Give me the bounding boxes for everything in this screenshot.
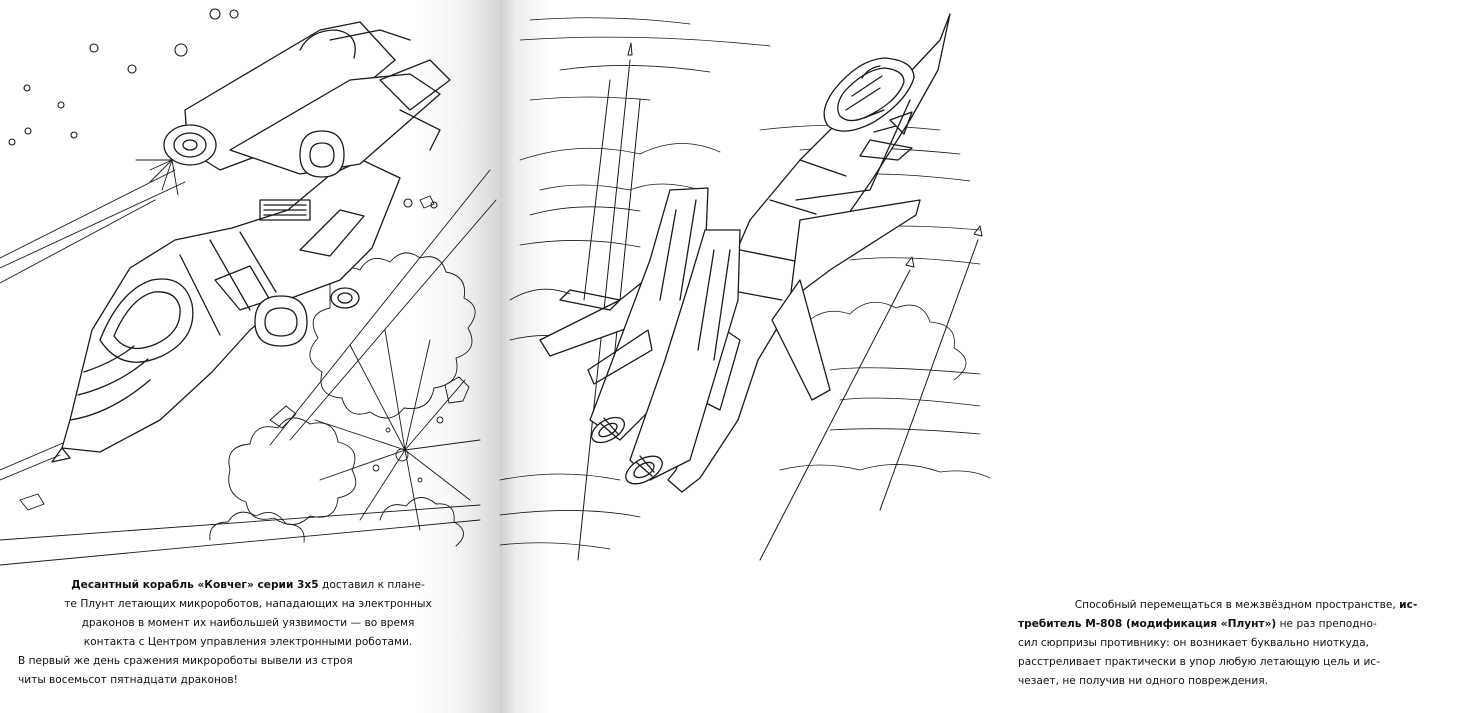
right-caption-line-5: чезает, не получив ни одного повреждения.	[1018, 675, 1268, 687]
left-caption-line-4: контакта с Центром управления электронными роботами.	[83, 636, 413, 648]
left-caption-line-1: Десантный корабль «Ковчег» серии 3x5 доставил к плане-	[71, 579, 425, 591]
fighter-jet-illustration	[500, 0, 1000, 575]
right-caption	[1018, 596, 1474, 691]
left-caption-line-5: В первый же день сражения микророботы вывели из строя	[18, 655, 353, 667]
left-caption-line-3: драконов в момент их наибольшей уязвимости — во время	[81, 617, 415, 629]
right-caption-line-4: расстреливает практически в упор любую летающую цель и ис-	[1018, 656, 1381, 668]
right-caption-line-3: сил сюрпризы противнику: он возникает буквально ниоткуда,	[1018, 637, 1369, 649]
right-page	[500, 0, 1418, 713]
right-caption-line-2: требитель М-808 (модификация «Плунт») не раз преподно-	[1018, 618, 1377, 630]
left-page	[0, 0, 500, 713]
landing-ship-illustration	[0, 0, 500, 575]
ship-name-bold: Десантный корабль «Ковчег» серии 3x5	[71, 579, 319, 591]
engine-spark	[136, 160, 178, 195]
left-caption-line-2: те Плунт летающих микророботов, нападающих на электронных	[64, 598, 432, 610]
explosion-burst	[315, 330, 480, 530]
left-caption-line-6: читы восемьсот пятнадцати драконов!	[18, 674, 238, 686]
fighter-name-bold: требитель М-808 (модификация «Плунт»)	[1018, 618, 1277, 630]
right-caption-line-1: Способный перемещаться в межзвёздном пространстве, ис-	[1074, 599, 1418, 611]
left-caption	[18, 576, 478, 690]
